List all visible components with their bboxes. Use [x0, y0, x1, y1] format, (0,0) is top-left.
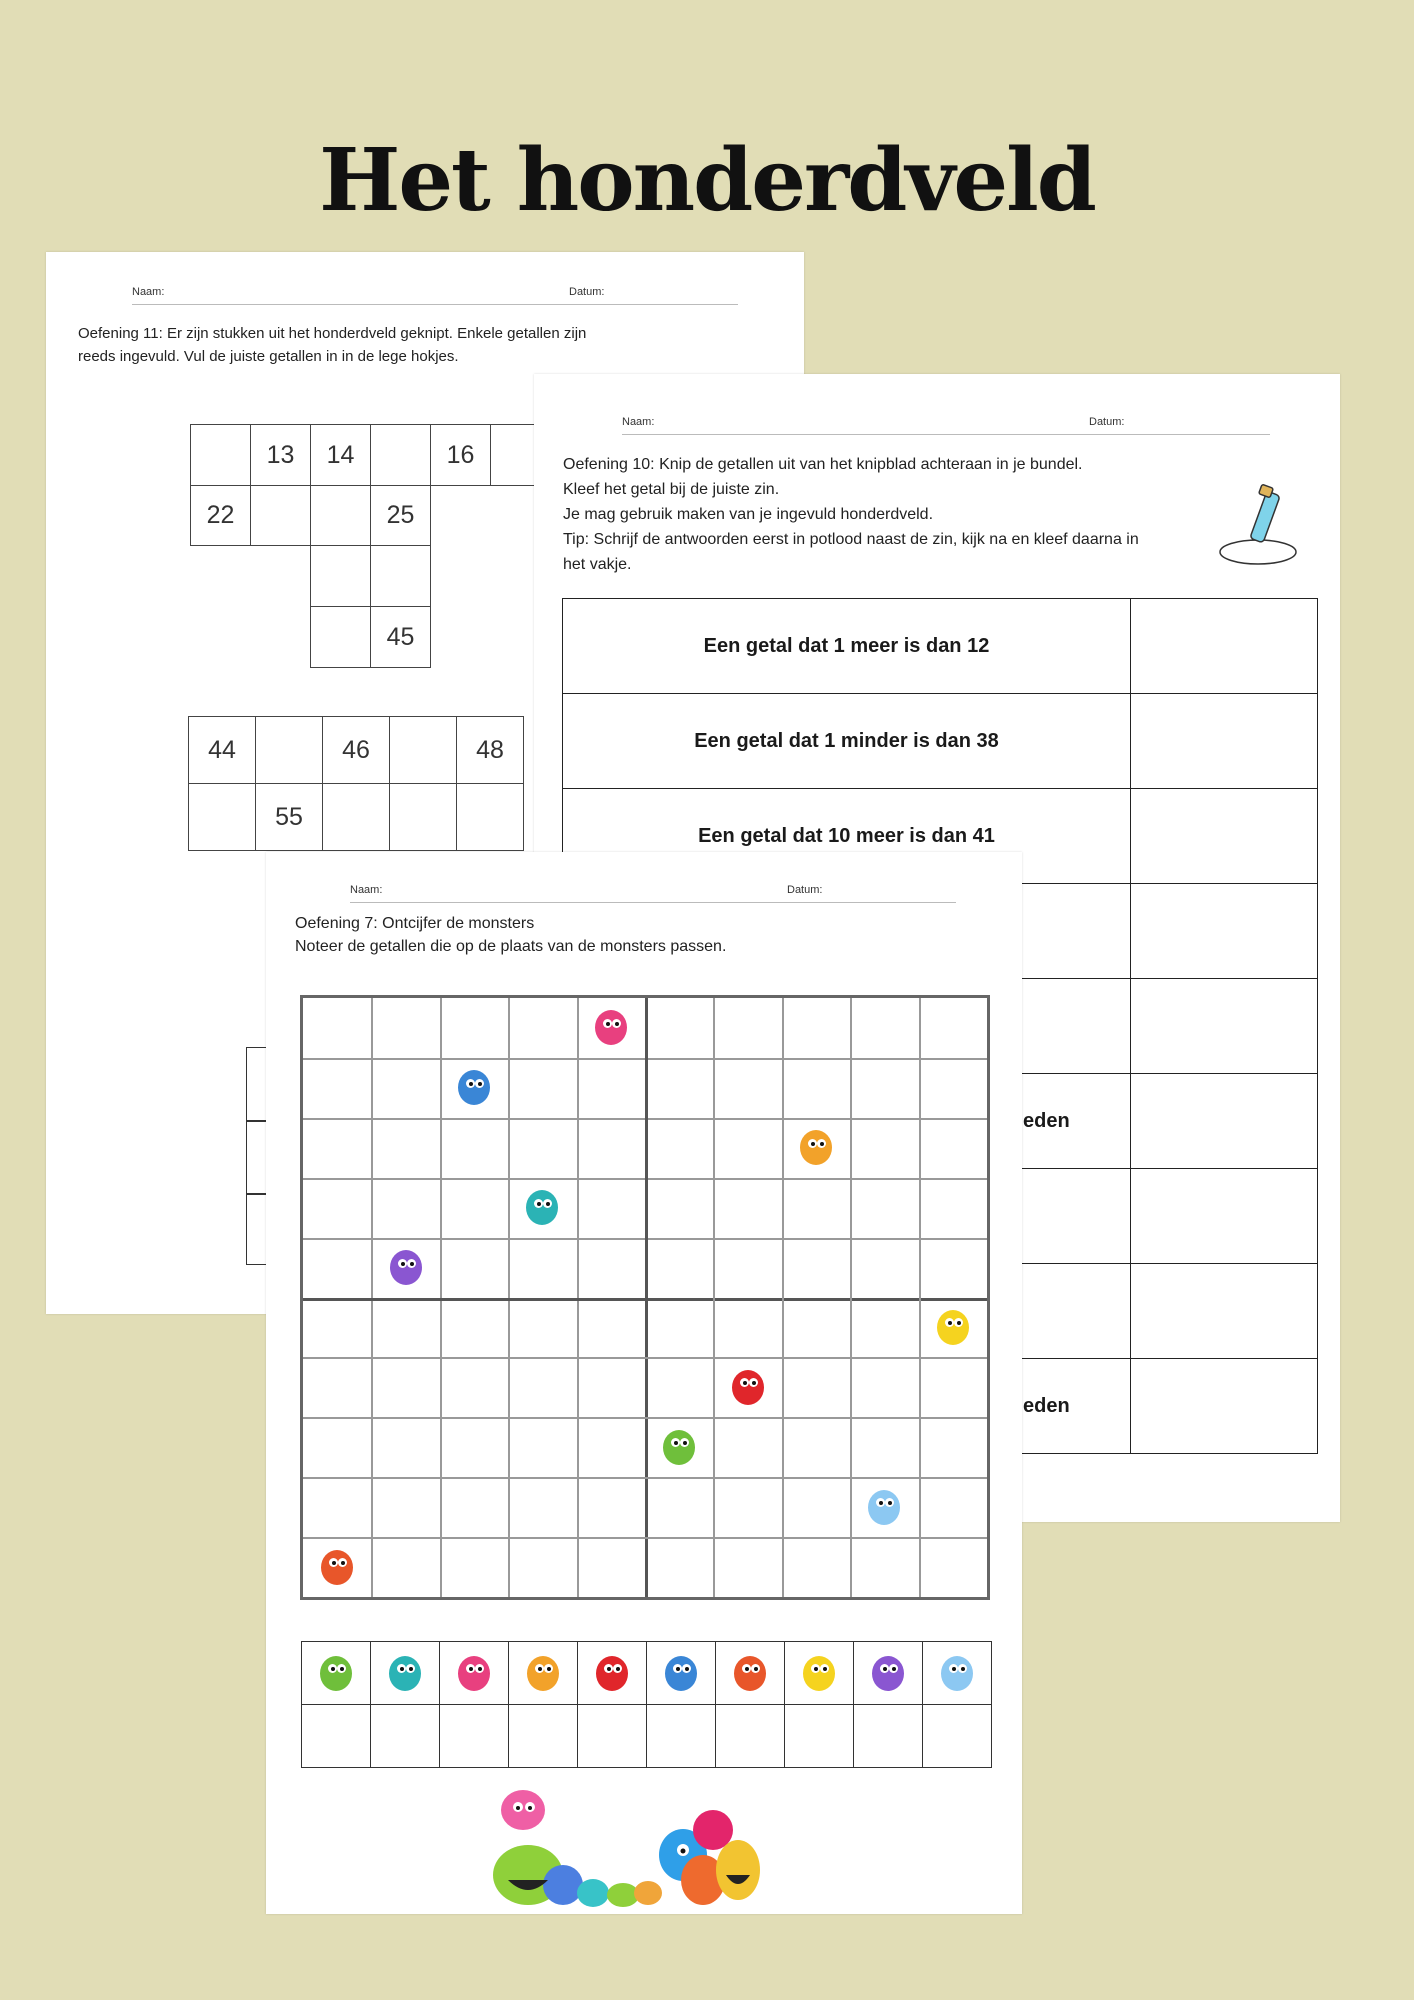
- answer-cell[interactable]: [647, 1705, 716, 1768]
- page-title: Het honderdveld: [319, 130, 1095, 231]
- monster-eye: [808, 1139, 817, 1148]
- answer-cell[interactable]: [1131, 789, 1318, 884]
- grid-cell[interactable]: [190, 424, 251, 486]
- answer-cell[interactable]: [1131, 884, 1318, 979]
- sentence-cell: eden: [563, 1074, 1131, 1169]
- monster-eye: [543, 1199, 552, 1208]
- monster-icon: [656, 1648, 706, 1698]
- sentence-cell: eden: [563, 1359, 1131, 1454]
- instruction-line: het vakje.: [563, 556, 632, 573]
- monster-eye: [751, 1664, 760, 1673]
- monster-key-cell: [371, 1642, 440, 1705]
- grid-cell[interactable]: [188, 783, 256, 851]
- date-label: Datum:: [569, 286, 605, 298]
- monster-body: [321, 1550, 353, 1585]
- grid-cell: 48: [456, 716, 524, 784]
- header-line: [132, 304, 738, 305]
- grid-cell[interactable]: [456, 783, 524, 851]
- monster-key-cell: [785, 1642, 854, 1705]
- monster-eye: [398, 1259, 407, 1268]
- monster-icon: [859, 1482, 909, 1532]
- instructions: [78, 322, 586, 368]
- monster-body: [665, 1656, 697, 1691]
- glue-stick-icon: [1216, 484, 1306, 574]
- monster-body: [390, 1250, 422, 1285]
- grid-cell[interactable]: [310, 485, 371, 546]
- grid-cell: 45: [370, 606, 431, 668]
- grid-cell: 13: [250, 424, 311, 486]
- monster-eye: [466, 1664, 475, 1673]
- monster-body: [389, 1656, 421, 1691]
- header-line: [622, 434, 1270, 435]
- monster-icon: [311, 1648, 361, 1698]
- grid-cell[interactable]: [370, 545, 431, 607]
- answer-cell[interactable]: [1131, 1169, 1318, 1264]
- monster-eye: [958, 1664, 967, 1673]
- answer-cell[interactable]: [1131, 1074, 1318, 1169]
- monster-icon: [863, 1648, 913, 1698]
- answer-cell[interactable]: [923, 1705, 992, 1768]
- answer-row: [302, 1705, 992, 1768]
- grid-cell: 22: [190, 485, 251, 546]
- monster-body: [458, 1070, 490, 1105]
- monster-eye: [535, 1664, 544, 1673]
- answer-cell[interactable]: [1131, 599, 1318, 694]
- grid-line: [303, 1298, 987, 1301]
- monster-eye: [889, 1664, 898, 1673]
- instruction-line: reeds ingevuld. Vul de juiste getallen in in de lege hokjes.: [78, 348, 459, 365]
- instruction-line: Je mag gebruik maken van je ingevuld honderdveld.: [563, 506, 934, 523]
- monster-body: [320, 1656, 352, 1691]
- answer-cell[interactable]: [1131, 1264, 1318, 1359]
- monster-eye: [820, 1664, 829, 1673]
- grid-cell: 44: [188, 716, 256, 784]
- monster-key-cell: [716, 1642, 785, 1705]
- monster-icon: [791, 1123, 841, 1173]
- grid-cell: 55: [255, 783, 323, 851]
- monster-body: [872, 1656, 904, 1691]
- answer-cell[interactable]: [1131, 694, 1318, 789]
- name-label: Naam:: [132, 286, 165, 298]
- answer-cell[interactable]: [785, 1705, 854, 1768]
- grid-cell[interactable]: [250, 485, 311, 546]
- monster-eye: [534, 1199, 543, 1208]
- answer-cell[interactable]: [854, 1705, 923, 1768]
- monster-body: [526, 1190, 558, 1225]
- monster-eye: [742, 1664, 751, 1673]
- answer-cell[interactable]: [440, 1705, 509, 1768]
- instruction-line: Noteer de getallen die op de plaats van de monsters passen.: [295, 938, 727, 955]
- monster-icon: [928, 1302, 978, 1352]
- monster-body: [868, 1490, 900, 1525]
- grid-cell[interactable]: [389, 716, 457, 784]
- monster-body: [663, 1430, 695, 1465]
- instruction-line: Kleef het getal bij de juiste zin.: [563, 481, 780, 498]
- instruction-line: Oefening 11: Er zijn stukken uit het honderdveld geknipt. Enkele getallen zijn: [78, 325, 587, 342]
- monster-eye: [406, 1664, 415, 1673]
- monster-icon: [586, 1003, 636, 1053]
- instruction-line: Oefening 10: Knip de getallen uit van het knipblad achteraan in je bundel.: [563, 456, 1083, 473]
- grid-cell[interactable]: [255, 716, 323, 784]
- monster-eye: [612, 1019, 621, 1028]
- monster-key-cell: [578, 1642, 647, 1705]
- monster-eye: [407, 1259, 416, 1268]
- monster-body: [732, 1370, 764, 1405]
- monster-icon: [932, 1648, 982, 1698]
- date-label: Datum:: [1089, 416, 1125, 428]
- table-row: [563, 599, 1318, 694]
- monster-icon: [517, 1183, 567, 1233]
- monster-eye: [466, 1079, 475, 1088]
- monster-body: [800, 1130, 832, 1165]
- hundred-grid: [300, 995, 990, 1600]
- monster-key-cell: [923, 1642, 992, 1705]
- sentence-cell: Een getal dat 1 minder is dan 38: [563, 694, 1131, 789]
- monster-key-cell: [509, 1642, 578, 1705]
- name-label: Naam:: [350, 884, 383, 896]
- monster-key-row: [302, 1642, 992, 1705]
- instruction-line: Oefening 7: Ontcijfer de monsters: [295, 915, 535, 932]
- monster-body: [803, 1656, 835, 1691]
- monster-icon: [312, 1542, 362, 1592]
- monster-eye: [880, 1664, 889, 1673]
- grid-cell[interactable]: [370, 424, 431, 486]
- monster-icon: [449, 1063, 499, 1113]
- grid-line: [303, 1357, 987, 1359]
- monster-eye: [682, 1664, 691, 1673]
- monster-eye: [604, 1664, 613, 1673]
- grid-line: [303, 1417, 987, 1419]
- monster-eye: [544, 1664, 553, 1673]
- monster-eye: [740, 1378, 749, 1387]
- monster-eye: [475, 1664, 484, 1673]
- monster-key-cell: [440, 1642, 509, 1705]
- monster-icon: [518, 1648, 568, 1698]
- grid-cell: 46: [322, 716, 390, 784]
- grid-cell[interactable]: [310, 606, 371, 668]
- grid-cell: 14: [310, 424, 371, 486]
- answer-cell[interactable]: [1131, 979, 1318, 1074]
- grid-cell[interactable]: [389, 783, 457, 851]
- monster-icon: [587, 1648, 637, 1698]
- monster-icon: [654, 1422, 704, 1472]
- grid-line: [303, 1537, 987, 1539]
- grid-line: [713, 998, 715, 1597]
- monster-key-table: [301, 1641, 992, 1768]
- header-line: [350, 902, 956, 903]
- monster-body: [596, 1656, 628, 1691]
- answer-cell[interactable]: [578, 1705, 647, 1768]
- grid-line: [919, 998, 921, 1597]
- monster-eye: [397, 1664, 406, 1673]
- monster-body: [734, 1656, 766, 1691]
- monster-key-cell: [302, 1642, 371, 1705]
- monster-body: [458, 1656, 490, 1691]
- monster-eye: [337, 1664, 346, 1673]
- answer-cell[interactable]: [302, 1705, 371, 1768]
- monster-group-illustration: [488, 1775, 808, 1910]
- monster-key-cell: [854, 1642, 923, 1705]
- instructions: [295, 912, 726, 958]
- grid-cell[interactable]: [310, 545, 371, 607]
- table-row: [563, 694, 1318, 789]
- grid-cell[interactable]: [322, 783, 390, 851]
- monster-icon: [381, 1243, 431, 1293]
- monster-icon: [380, 1648, 430, 1698]
- monster-eye: [949, 1664, 958, 1673]
- monster-body: [527, 1656, 559, 1691]
- monster-eye: [811, 1664, 820, 1673]
- monster-icon: [449, 1648, 499, 1698]
- monster-icon: [794, 1648, 844, 1698]
- answer-cell[interactable]: [716, 1705, 785, 1768]
- grid-line: [303, 1477, 987, 1479]
- monster-eye: [328, 1664, 337, 1673]
- answer-cell[interactable]: [509, 1705, 578, 1768]
- instruction-line: Tip: Schrijf de antwoorden eerst in potlood naast de zin, kijk na en kleef daarna in: [563, 531, 1139, 548]
- monster-eye: [817, 1139, 826, 1148]
- monster-icon: [723, 1362, 773, 1412]
- monster-eye: [603, 1019, 612, 1028]
- date-label: Datum:: [787, 884, 823, 896]
- answer-cell[interactable]: [371, 1705, 440, 1768]
- grid-line: [782, 998, 784, 1597]
- monster-eye: [613, 1664, 622, 1673]
- sentence-cell: Een getal dat 10 meer is dan 41: [563, 789, 1131, 884]
- grid-cell: 25: [370, 485, 431, 546]
- monster-icon: [725, 1648, 775, 1698]
- monster-body: [937, 1310, 969, 1345]
- grid-line: [850, 998, 852, 1597]
- monster-body: [941, 1656, 973, 1691]
- name-label: Naam:: [622, 416, 655, 428]
- answer-cell[interactable]: [1131, 1359, 1318, 1454]
- grid-cell: 16: [430, 424, 491, 486]
- monster-eye: [475, 1079, 484, 1088]
- monster-eye: [673, 1664, 682, 1673]
- sentence-cell: Een getal dat 1 meer is dan 12: [563, 599, 1131, 694]
- monster-eye: [749, 1378, 758, 1387]
- instructions: [563, 452, 1139, 577]
- monster-body: [595, 1010, 627, 1045]
- monster-key-cell: [647, 1642, 716, 1705]
